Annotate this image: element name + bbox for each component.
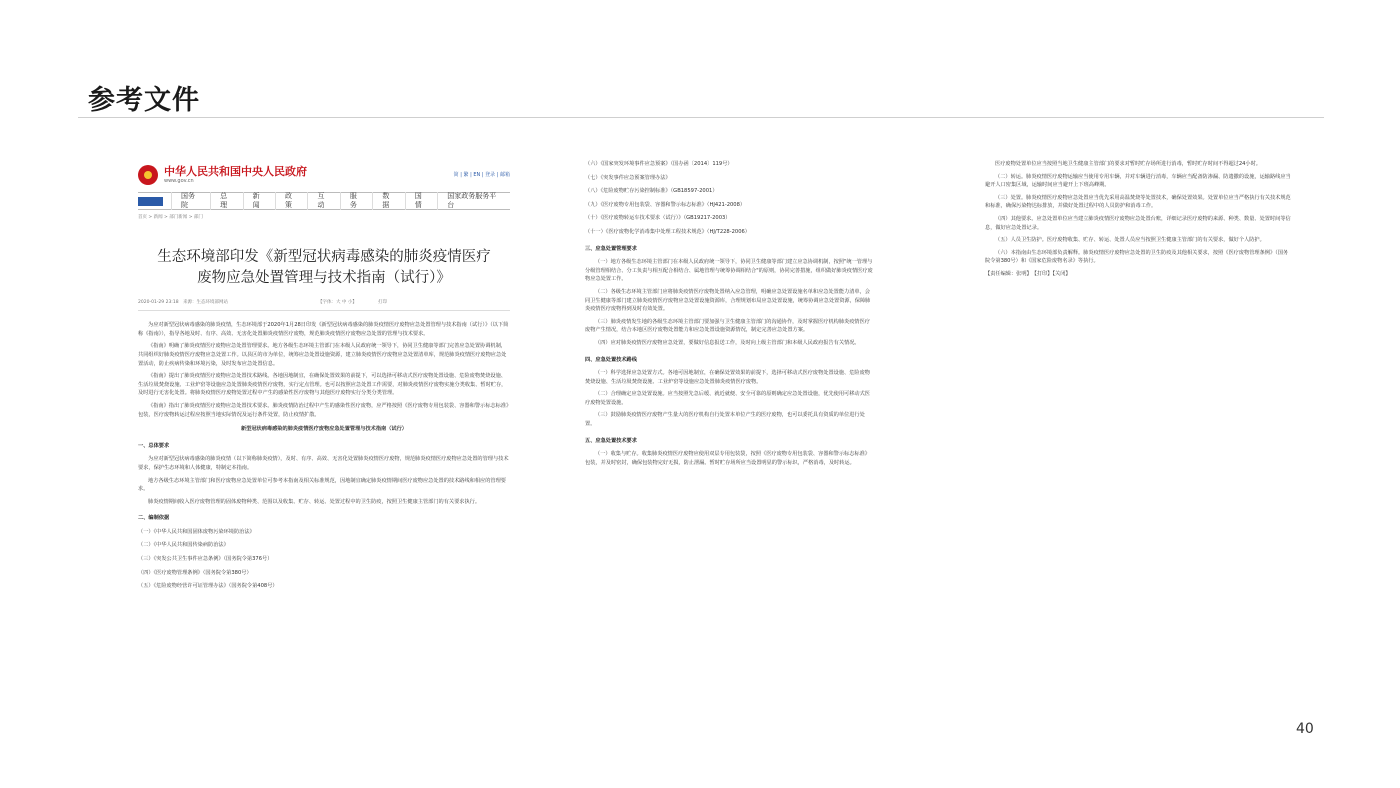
nav-item-fuwu[interactable]: 服务 bbox=[340, 192, 372, 209]
reference-item: （一）《中华人民共和国固体废物污染环境防治法》 bbox=[138, 528, 255, 535]
headline-line-2: 废物应急处置管理与技术指南（试行）》 bbox=[197, 269, 451, 286]
paragraph: （四）其他要求。应急处置单位应当建立肺炎疫情医疗废物应急处置台账，详细记录医疗废物的来源、种类、数量、处置时间等信息，做好应急处置记录。 bbox=[985, 215, 1291, 231]
nav-item-zhengwu[interactable]: 国家政务服务平台 bbox=[437, 192, 510, 209]
headline-line-1: 生态环境部印发《新型冠状病毒感染的肺炎疫情医疗 bbox=[157, 248, 491, 265]
page-number: 40 bbox=[1296, 721, 1314, 737]
paragraph: 《指南》提出了肺炎疫情医疗废物应急处置技术路线。各地因地制宜，在确保处置效果的前提下，可以选择可移动式医疗废物处置设施、危险废物焚烧设施、生活垃圾焚烧设施、工业炉窑等设施应急处置肺炎疫情医疗废物，实行定点管理。也可以按照应急处置工作需要，对肺炎疫情医疗废物实施分类收集、暂时贮存，及时进行无害化处置。将肺炎疫情医疗废物处置过程中产生的感染性医疗废物与其他医疗废物实行分类分类管理。 bbox=[138, 373, 507, 397]
reference-item: （十）《医疗废物转运车技术要求（试行）》（GB19217-2003） bbox=[585, 215, 731, 222]
reference-item: （七）《突发事件应急预案管理办法》 bbox=[585, 174, 671, 181]
paragraph: 为应对新型冠状病毒感染的肺炎疫情，生态环境部于2020年1月28日印发《新型冠状病毒感染的肺炎疫情医疗废物应急处置管理与技术指南（试行）》（以下简称《指南》），指导各地及时、有序、高效、无害化处置肺炎疫情医疗废物，规范肺炎疫情医疗废物应急处置的管理与技术要求。 bbox=[138, 322, 509, 337]
reference-item: （五）《危险废物经营许可证管理办法》（国务院令第408号） bbox=[138, 583, 278, 590]
article-meta bbox=[138, 299, 510, 312]
gov-logo-icon bbox=[138, 197, 163, 206]
nav-item-zhengce[interactable]: 政策 bbox=[275, 192, 307, 209]
paragraph: （三）处置。肺炎疫情医疗废物应急处置应当优先采用高温焚烧等处置技术，确保处置效果。处置单位应当严格执行有关技术规范和标准，确保污染物达标排放，并做好处置过程中的人员防护和消毒工作。 bbox=[985, 194, 1291, 210]
font-size-toggle[interactable]: 【字体：大 中 小】 bbox=[318, 299, 357, 305]
nav-item-zongli[interactable]: 总理 bbox=[210, 192, 242, 209]
paragraph: 地方各级生态环境主管部门和医疗废物应急处置单位可参考本指南及相关标准规范，因地制宜确定肺炎疫情期间医疗废物应急处置的技术路线和相应的管理要求。 bbox=[138, 477, 506, 493]
slide-title: 参考文件 bbox=[88, 85, 200, 116]
paragraph: （一）收集与贮存。收集肺炎疫情医疗废物应使用双层专用包装袋，按照《医疗废物专用包装袋、容器和警示标志标准》包装，并及时密封，确保包装物完好无损，防止泄漏。暂时贮存场所应当设置明显的警示标识，严格消毒，及时转运。 bbox=[585, 451, 870, 466]
paragraph: （一）地方各级生态环境主管部门在本级人民政府统一领导下，协同卫生健康等部门建立应急协调机制，按照"统一管理与分级管理相结合、分工负责与相互配合相结合、属地管理与统筹协调相结合"的原则，协同完善措施，组织做好肺炎疫情医疗废物应急处置工作。 bbox=[585, 259, 873, 283]
paragraph: （三）肺炎疫情发生地的各级生态环境主管部门要加强与卫生健康主管部门的沟通协作，及时掌握医疗机构肺炎疫情医疗废物产生情况，结合本地区医疗废物处置能力和应急处置设施资源情况，制定完善应急处置方案。 bbox=[585, 318, 870, 334]
paragraph: （六）本指南由生态环境部负责解释。肺炎疫情医疗废物应急处置的卫生防疫及其他相关要求，按照《医疗废物管理条例》（国务院令第380号）和《国家危险废物名录》等执行。 bbox=[985, 249, 1289, 265]
paragraph: 《指南》指出了肺炎疫情医疗废物应急处置技术要求。肺炎疫情防治过程中产生的感染性医疗废物，应严格按照《医疗废物专用包装袋、容器和警示标志标准》包装，医疗废物转运过程应按照当地实际情况及运行条件处置，防止疫情扩散。 bbox=[138, 402, 509, 418]
section-heading: 四、应急处置技术路线 bbox=[585, 356, 637, 363]
paragraph: （二）各级生态环境主管部门应将肺炎疫情医疗废物处置纳入应急管理，明确应急处置设施名单和应急处置能力清单，会同卫生健康等部门建立肺炎疫情医疗废物应急处置设施资源库，合理规划布局应急处置设施，统筹协调应急处置资源，保障肺炎疫情医疗废物得到及时有效处置。 bbox=[585, 288, 871, 313]
paragraph: （三）鼓励肺炎疫情医疗废物产生量大的医疗机构自行处置本单位产生的医疗废物，也可以委托具有资质的单位进行处置。 bbox=[585, 412, 865, 428]
paragraph: （四）应对肺炎疫情医疗废物应急处置，要做好信息报送工作，及时向上级主管部门和本级人民政府报告有关情况。 bbox=[595, 339, 860, 346]
paragraph: 医疗废物处置单位应当按照当地卫生健康主管部门的要求对暂时贮存场所进行消毒，暂时贮存时间不得超过24小时。 bbox=[995, 161, 1261, 167]
meta-date: 2020-01-29 23:18 来源：生态环境部网站 bbox=[138, 299, 229, 305]
top-links[interactable]: 简 | 繁 | EN | 登录 | 邮箱 bbox=[453, 171, 510, 178]
guideline-title: 新型冠状病毒感染的肺炎疫情医疗废物应急处置管理与技术指南（试行） bbox=[240, 426, 407, 433]
document-page-2 bbox=[585, 160, 873, 471]
editor-footer: 【责任编辑：张明】 【打印】【关闭】 bbox=[985, 270, 1071, 277]
site-url: www.gov.cn bbox=[164, 178, 194, 184]
paragraph: 为应对新型冠状病毒感染的肺炎疫情（以下简称肺炎疫情），及时、有序、高效、无害化处置肺炎疫情医疗废物，规范肺炎疫情医疗废物应急处置的管理与技术要求，保护生态环境和人体健康，特制定本指南。 bbox=[138, 456, 509, 471]
section-heading: 二、编制依据 bbox=[138, 515, 170, 522]
print-link[interactable]: 打印 bbox=[378, 299, 387, 305]
national-emblem-icon bbox=[138, 165, 158, 185]
nav-item-guowuyuan[interactable]: 国务院 bbox=[171, 192, 210, 209]
section-heading: 三、应急处置管理要求 bbox=[585, 245, 637, 252]
section-heading: 一、总体要求 bbox=[138, 442, 170, 449]
paragraph: 肺炎疫情期间收入医疗废物管理的固体废物种类、范围以及收集、贮存、转运、处置过程中的卫生防疫，按照卫生健康主管部门的有关要求执行。 bbox=[148, 498, 481, 505]
paragraph: 《指南》明确了肺炎疫情医疗废物应急处置管理要求。地方各级生态环境主管部门在本级人民政府统一领导下，协同卫生健康等部门完善应急处置协调机制，共同组织好肺炎疫情医疗废物应急处置工作。以县区的市为单位，统筹应急处置设施资源，建立肺炎疫情医疗废物应急处置清单库，规范肺炎疫情医疗废物应急处置活动，防止疾病传染和环境污染，及时发布应急处置信息。 bbox=[138, 343, 507, 367]
paragraph: （二）转运。肺炎疫情医疗废物运输应当使用专用车辆，并对车辆进行消毒，车辆应当配备防渗漏、防遗撒的设施，运输路线应当避开人口密集区域，运输时间应当避开上下班高峰期。 bbox=[985, 173, 1291, 189]
paragraph: （一）科学选择应急处置方式。各地可因地制宜，在确保处置效果的前提下，选择可移动式医疗废物处置设施、危险废物焚烧设施、生活垃圾焚烧设施、工业炉窑等设施应急处置肺炎疫情医疗废物。 bbox=[585, 370, 870, 385]
nav-item-hudong[interactable]: 互动 bbox=[307, 192, 339, 209]
article-headline bbox=[138, 247, 510, 289]
reference-item: （四）《医疗废物管理条例》（国务院令第380号） bbox=[138, 569, 252, 576]
reference-item: （三）《突发公共卫生事件应急条例》（国务院令第376号） bbox=[138, 556, 273, 563]
reference-item: （十一）《医疗废物化学消毒集中处理工程技术规范》（HJ/T228-2006） bbox=[585, 228, 750, 235]
document-page-1 bbox=[138, 160, 510, 596]
nav-item-shuju[interactable]: 数据 bbox=[372, 192, 404, 209]
reference-item: （二）《中华人民共和国传染病防治法》 bbox=[138, 542, 229, 549]
paragraph: （二）合理确定应急处置设施。应当按照先急后缓、就近就便、安全可靠的原则确定应急处置设施，优先使用可移动式医疗废物处置设施。 bbox=[585, 391, 870, 406]
reference-item: （八）《危险废物贮存污染控制标准》（GB18597-2001） bbox=[585, 188, 718, 195]
breadcrumb: 首页 > 新闻 > 部门新闻 > 部门 bbox=[138, 215, 203, 220]
nav-item-guoqing[interactable]: 国情 bbox=[405, 192, 437, 209]
site-nav bbox=[138, 192, 510, 210]
reference-item: （九）《医疗废物专用包装袋、容器和警示标志标准》（HJ421-2008） bbox=[585, 201, 746, 208]
nav-item-xinwen[interactable]: 新闻 bbox=[243, 192, 275, 209]
title-divider bbox=[78, 117, 1324, 118]
gov-site-header bbox=[138, 160, 510, 190]
reference-item: （六）《国家突发环境事件应急预案》（国办函〔2014〕119号） bbox=[585, 161, 733, 167]
paragraph: （五）人员卫生防护。医疗废物收集、贮存、转运、处置人员应当按照卫生健康主管部门的有关要求，做好个人防护。 bbox=[995, 237, 1265, 244]
section-heading: 五、应急处置技术要求 bbox=[585, 437, 637, 444]
site-name: 中华人民共和国中央人民政府 bbox=[164, 165, 307, 178]
document-page-3 bbox=[985, 160, 1293, 283]
